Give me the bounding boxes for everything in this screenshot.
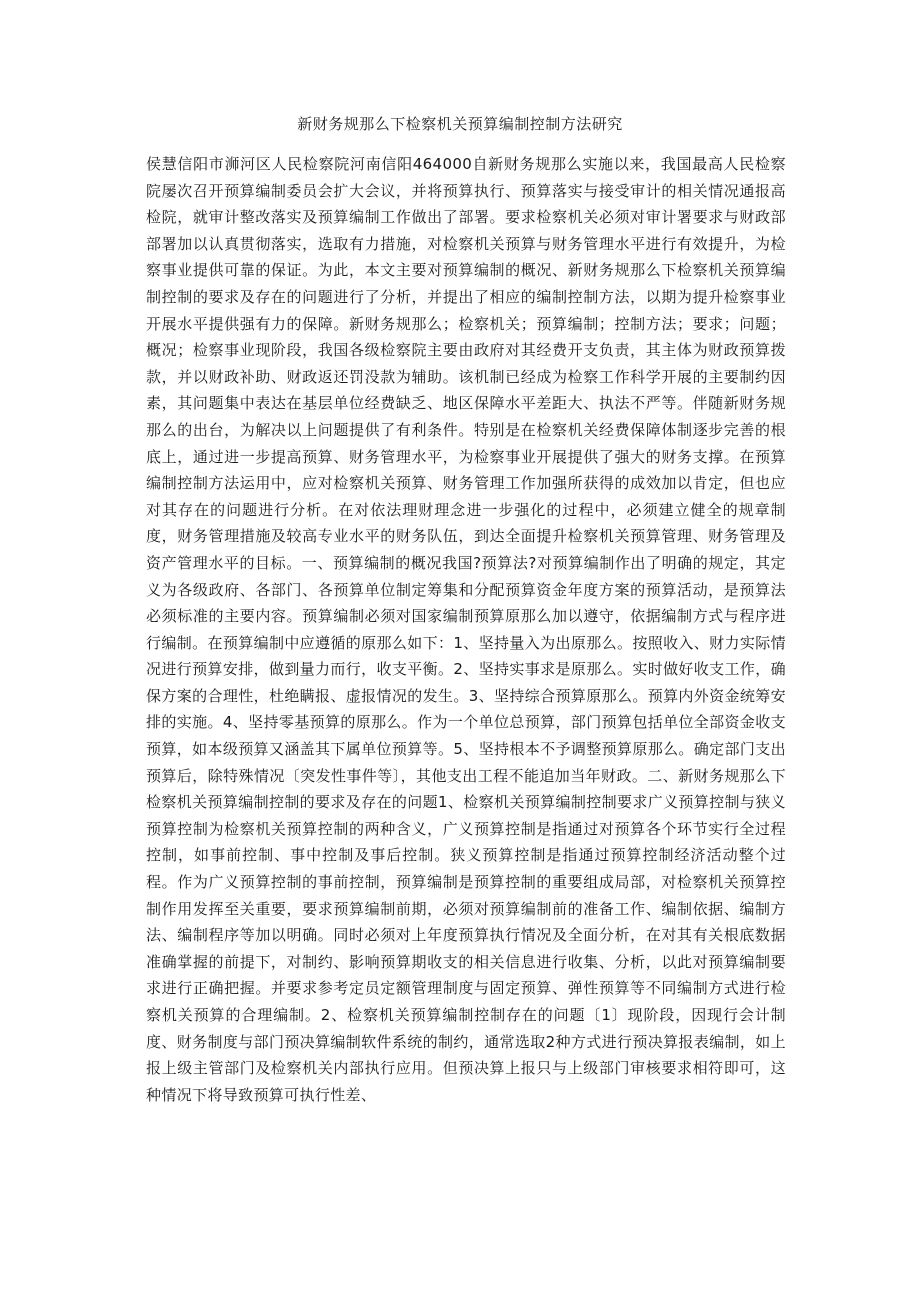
- document-body: 侯慧信阳市浉河区人民检察院河南信阳464000自新财务规那么实施以来，我国最高人民检察院屡次召开预算编制委员会扩大会议，并将预算执行、预算落实与接受审计的相关情况通报高检院，就审计整改落实及预算编制工作做出了部署。要求检察机关必须对审计署要求与财政部部署加以认真贯彻落实，选取有力措施，对检察机关预算与财务管理水平进行有效提升，为检察事业提供可靠的保证。为此，本文主要对预算编制的概况、新财务规那么下检察机关预算编制控制的要求及存在的问题进行了分析，并提出了相应的编制控制方法，以期为提升检察事业开展水平提供强有力的保障。新财务规那么；检察机关；预算编制；控制方法；要求；问题；概况；检察事业现阶段，我国各级检察院主要由政府对其经费开支负责，其主体为财政预算拨款，并以财政补助、财政返还罚没款为辅助。该机制已经成为检察工作科学开展的主要制约因素，其问题集中表达在基层单位经费缺乏、地区保障水平差距大、执法不严等。伴随新财务规那么的出台，为解决以上问题提供了有利条件。特别是在检察机关经费保障体制逐步完善的根底上，通过进一步提高预算、财务管理水平，为检察事业开展提供了强大的财务支撑。在预算编制控制方法运用中，应对检察机关预算、财务管理工作加强所获得的成效加以肯定，但也应对其存在的问题进行分析。在对依法理财理念进一步强化的过程中，必须建立健全的规章制度，财务管理措施及较高专业水平的财务队伍，到达全面提升检察机关预算管理、财务管理及资产管理水平的目标。一、预算编制的概况我国?预算法?对预算编制作出了明确的规定，其定义为各级政府、各部门、各预算单位制定筹集和分配预算资金年度方案的预算活动，是预算法必须标准的主要内容。预算编制必须对国家编制预算原那么加以遵守，依据编制方式与程序进行编制。在预算编制中应遵循的原那么如下：1、坚持量入为出原那么。按照收入、财力实际情况进行预算安排，做到量力而行，收支平衡。2、坚持实事求是原那么。实时做好收支工作，确保方案的合理性，杜绝瞒报、虚报情况的发生。3、坚持综合预算原那么。预算内外资金统筹安排的实施。4、坚持零基预算的原那么。作为一个单位总预算，部门预算包括单位全部资金收支预算，如本级预算又涵盖其下属单位预算等。5、坚持根本不予调整预算原那么。确定部门支出预算后，除特殊情况〔突发性事件等〕，其他支出工程不能追加当年财政。二、新财务规那么下检察机关预算编制控制的要求及存在的问题1、检察机关预算编制控制要求广义预算控制与狭义预算控制为检察机关预算控制的两种含义，广义预算控制是指通过对预算各个环节实行全过程控制，如事前控制、事中控制及事后控制。狭义预算控制是指通过预算控制经济活动整个过程。作为广义预算控制的事前控制，预算编制是预算控制的重要组成局部，对检察机关预算控制作用发挥至关重要，要求预算编制前期，必须对预算编制前的准备工作、编制依据、编制方法、编制程序等加以明确。同时必须对上年度预算执行情况及全面分析，在对其有关根底数据准确掌握的前提下，对制约、影响预算期收支的相关信息进行收集、分析，以此对预算编制要求进行正确把握。并要求参考定员定额管理制度与固定预算、弹性预算等不同编制方式进行检察机关预算的合理编制。2、检察机关预算编制控制存在的问题〔1〕现阶段，因现行会计制度、财务制度与部门预决算编制软件系统的制约，通常选取2种方式进行预决算报表编制，如上报上级主管部门及检察机关内部执行应用。但预决算上报只与上级部门审核要求相符即可，这种情况下将导致预算可执行性差、: [146, 155, 786, 1104]
- document-title: 新财务规那么下检察机关预算编制控制方法研究: [297, 115, 623, 133]
